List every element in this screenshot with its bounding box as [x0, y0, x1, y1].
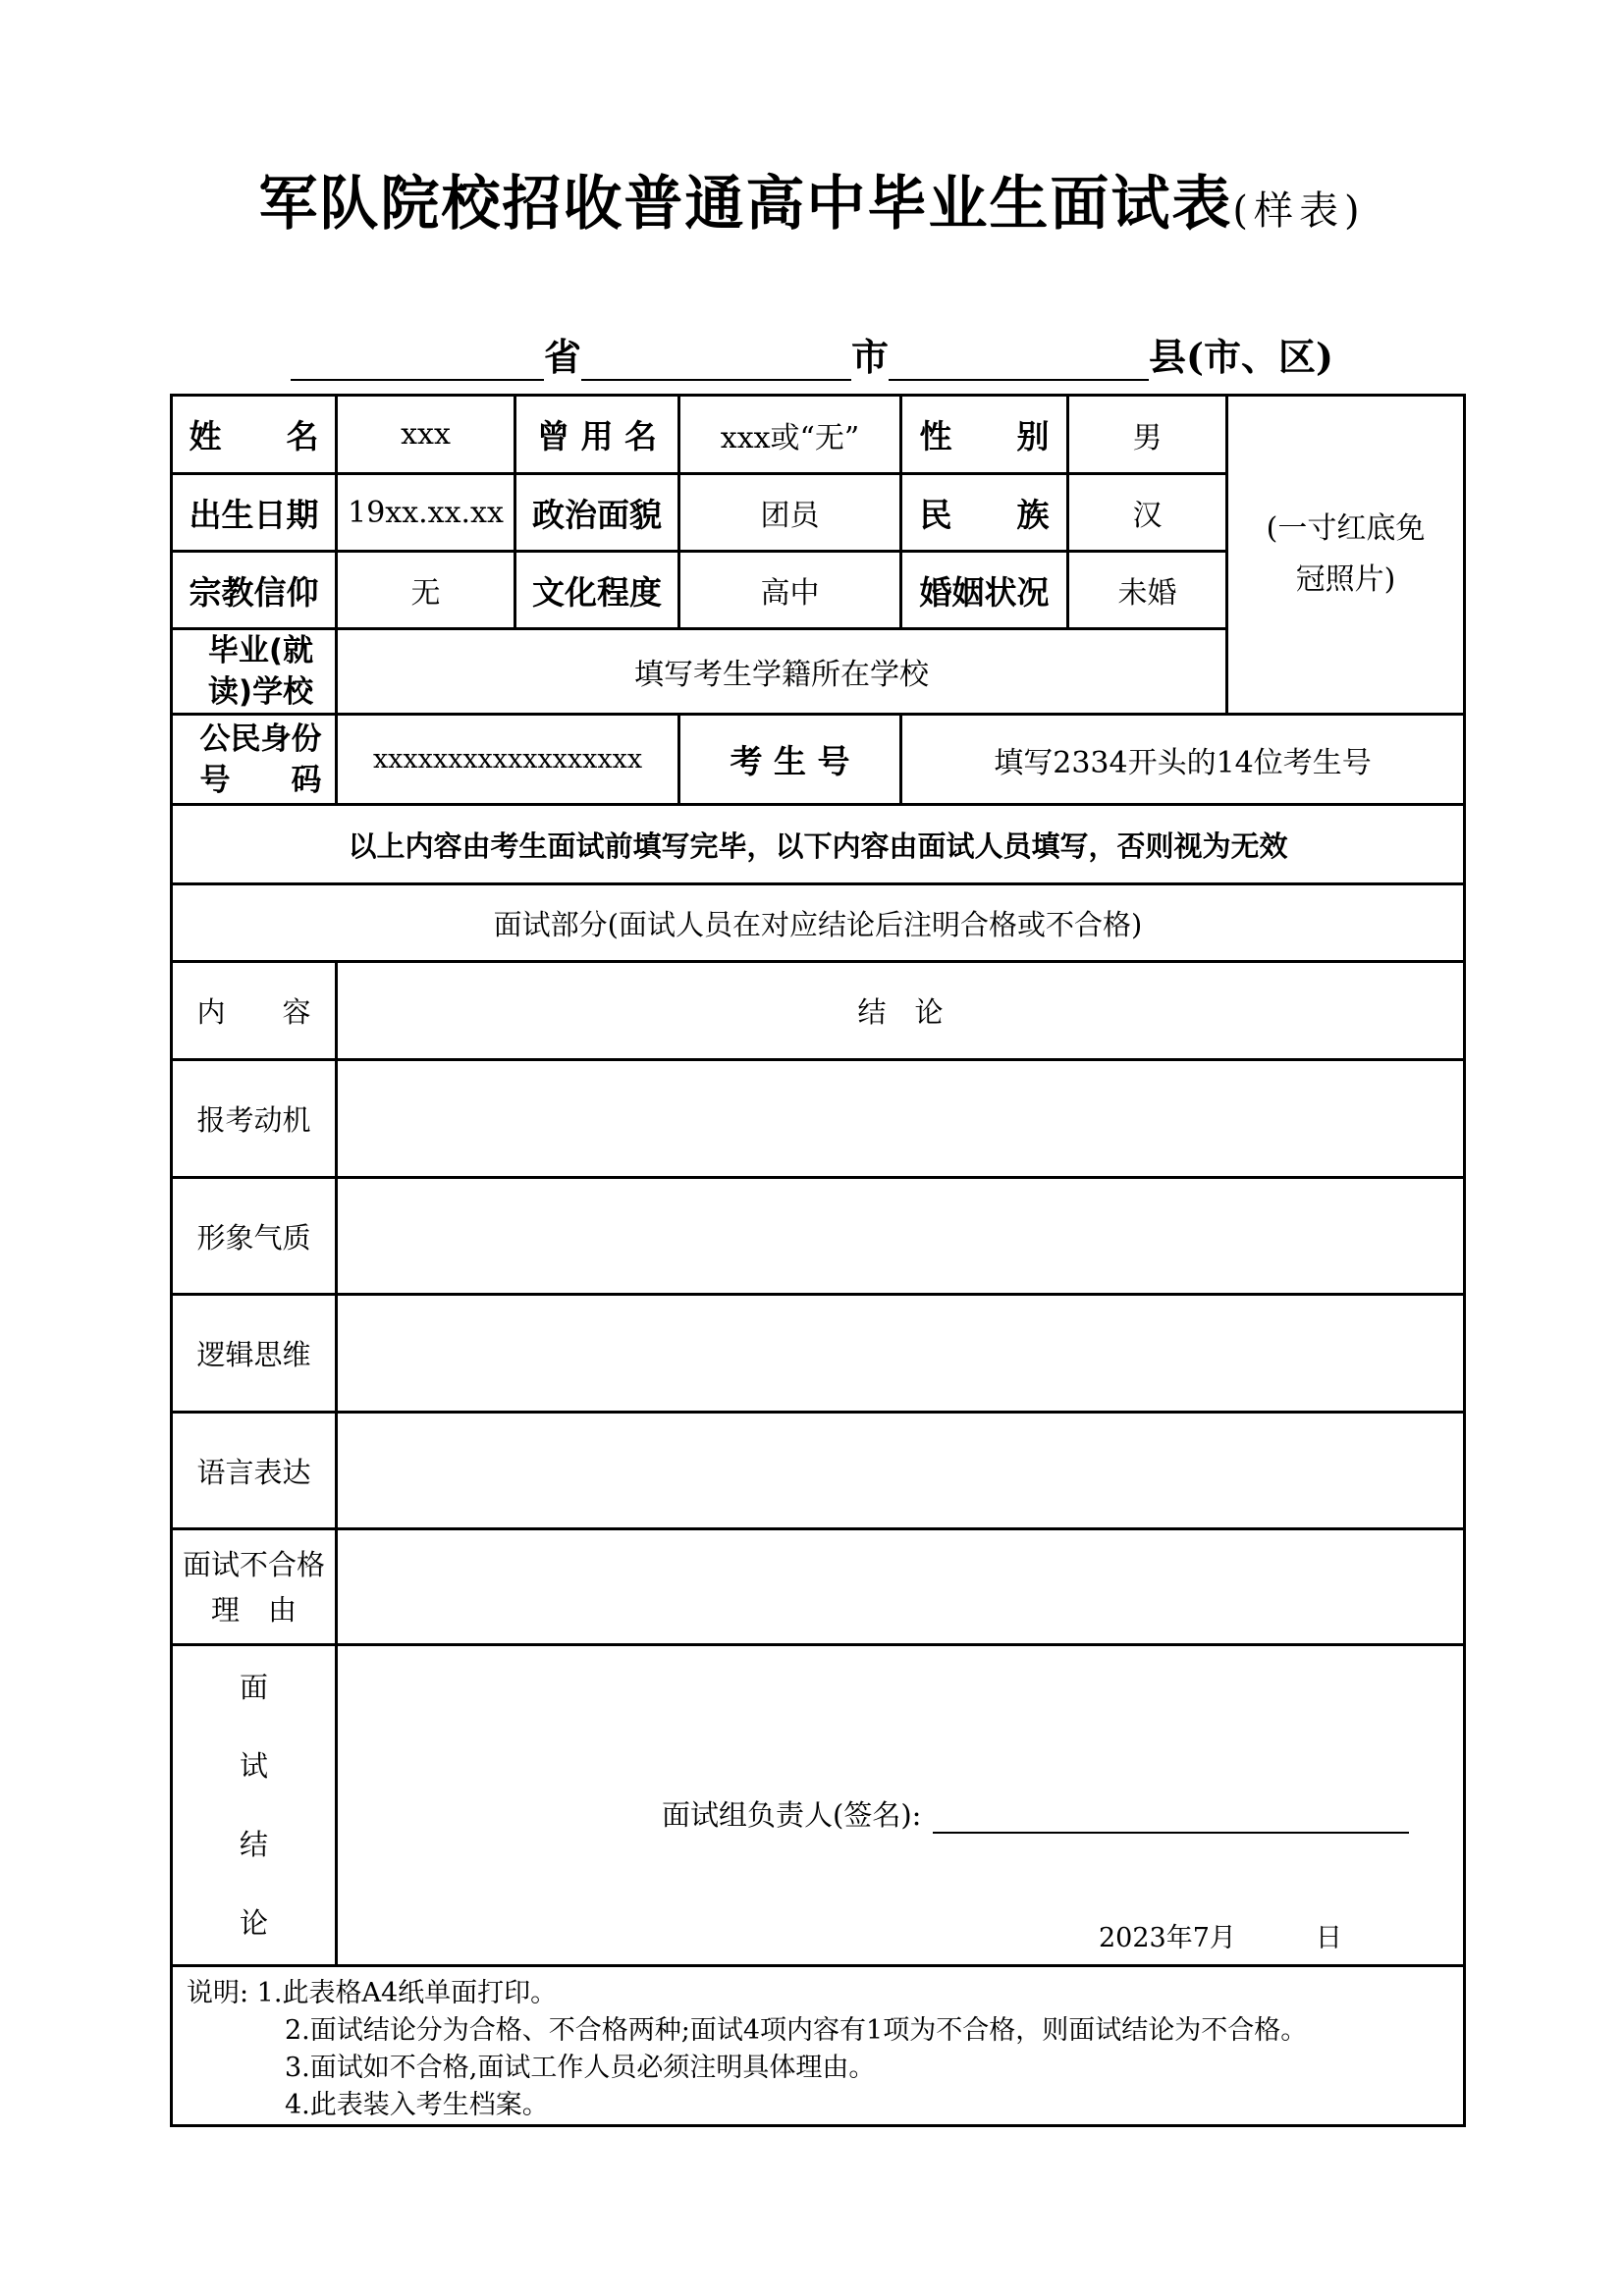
- fail-reason-field[interactable]: [337, 1529, 1465, 1645]
- item-label: 逻辑思维: [172, 1295, 337, 1413]
- item-result-field[interactable]: [337, 1413, 1465, 1529]
- education-label: 文化程度: [515, 552, 679, 629]
- signature-label: 面试组负责人(签名):: [662, 1798, 922, 1832]
- ethnic-value[interactable]: 汉: [1068, 474, 1227, 552]
- school-label: [172, 629, 337, 715]
- title-sub: (样表): [1232, 188, 1366, 234]
- marital-label: 婚姻状况: [901, 552, 1068, 629]
- exam-no-value[interactable]: 填写2334开头的14位考生号: [901, 715, 1465, 805]
- name-label: 姓 名: [172, 396, 337, 474]
- gender-value[interactable]: 男: [1068, 396, 1227, 474]
- county-label: 县(市、区): [1149, 335, 1333, 379]
- ethnic-label: 民 族: [901, 474, 1068, 552]
- political-label: 政治面貌: [515, 474, 679, 552]
- conclusion-char: 试: [239, 1749, 268, 1783]
- province-blank[interactable]: [291, 340, 544, 381]
- item-result-field[interactable]: [337, 1295, 1465, 1413]
- religion-value[interactable]: 无: [337, 552, 515, 629]
- education-value[interactable]: 高中: [679, 552, 901, 629]
- item-label: 语言表达: [172, 1413, 337, 1529]
- region-line: [291, 332, 1371, 381]
- birth-label: 出生日期: [172, 474, 337, 552]
- former-name-value[interactable]: xxx或“无”: [679, 396, 901, 474]
- id-label-line1: 公民身份: [199, 721, 322, 757]
- fail-reason-label: [172, 1529, 337, 1645]
- fail-reason-line1: 面试不合格: [182, 1547, 325, 1581]
- id-label-line2: 号 码: [199, 762, 322, 798]
- note-line: 3.面试如不合格,面试工作人员必须注明具体理由。: [285, 2053, 876, 2083]
- birth-value[interactable]: 19xx.xx.xx: [337, 474, 515, 552]
- section-header: 面试部分(面试人员在对应结论后注明合格或不合格): [172, 884, 1465, 962]
- former-name-label: 曾 用 名: [515, 396, 679, 474]
- note-line: 说明: 1.此表格A4纸单面打印。: [187, 1978, 558, 2008]
- id-label: [172, 715, 337, 805]
- interview-form-table: [170, 394, 1466, 2127]
- content-header: 内 容: [172, 962, 337, 1060]
- county-blank[interactable]: [889, 340, 1149, 381]
- item-label: 形象气质: [172, 1178, 337, 1295]
- gender-label: 性 别: [901, 396, 1068, 474]
- title-main: 军队院校招收普通高中毕业生面试表: [258, 170, 1233, 239]
- religion-label: 宗教信仰: [172, 552, 337, 629]
- conclusion-char: 论: [239, 1906, 268, 1940]
- province-label: 省: [544, 335, 582, 379]
- result-header: 结 论: [337, 962, 1465, 1060]
- conclusion-label: [172, 1645, 337, 1966]
- photo-note: (一寸红底免冠照片): [1266, 511, 1426, 597]
- conclusion-char: 结: [239, 1828, 268, 1861]
- date-text: 2023年7月 日: [1099, 1923, 1342, 1953]
- photo-box[interactable]: [1227, 396, 1465, 715]
- item-result-field[interactable]: [337, 1060, 1465, 1178]
- city-blank[interactable]: [581, 340, 851, 381]
- conclusion-char: 面: [239, 1671, 268, 1704]
- exam-no-label: 考 生 号: [679, 715, 901, 805]
- form-title: [0, 157, 1624, 241]
- school-label-line1: 毕业(就: [207, 633, 314, 668]
- signature-line: [662, 1793, 1409, 1834]
- conclusion-field[interactable]: [337, 1645, 1465, 1966]
- marital-value[interactable]: 未婚: [1068, 552, 1227, 629]
- signature-blank[interactable]: [933, 1802, 1409, 1834]
- school-label-line2: 读)学校: [207, 674, 314, 710]
- note-line: 2.面试结论分为合格、不合格两种;面试4项内容有1项为不合格，则面试结论为不合格。: [285, 2015, 1308, 2046]
- item-result-field[interactable]: [337, 1178, 1465, 1295]
- note-line: 4.此表装入考生档案。: [285, 2090, 549, 2120]
- item-label: 报考动机: [172, 1060, 337, 1178]
- notes-cell: [172, 1966, 1465, 2126]
- political-value[interactable]: 团员: [679, 474, 901, 552]
- fail-reason-line2: 理 由: [210, 1592, 297, 1627]
- notice-row: 以上内容由考生面试前填写完毕，以下内容由面试人员填写，否则视为无效: [172, 805, 1465, 884]
- name-value[interactable]: xxx: [337, 396, 515, 474]
- city-label: 市: [851, 335, 890, 379]
- id-value[interactable]: xxxxxxxxxxxxxxxxxx: [337, 715, 679, 805]
- school-value[interactable]: 填写考生学籍所在学校: [337, 629, 1227, 715]
